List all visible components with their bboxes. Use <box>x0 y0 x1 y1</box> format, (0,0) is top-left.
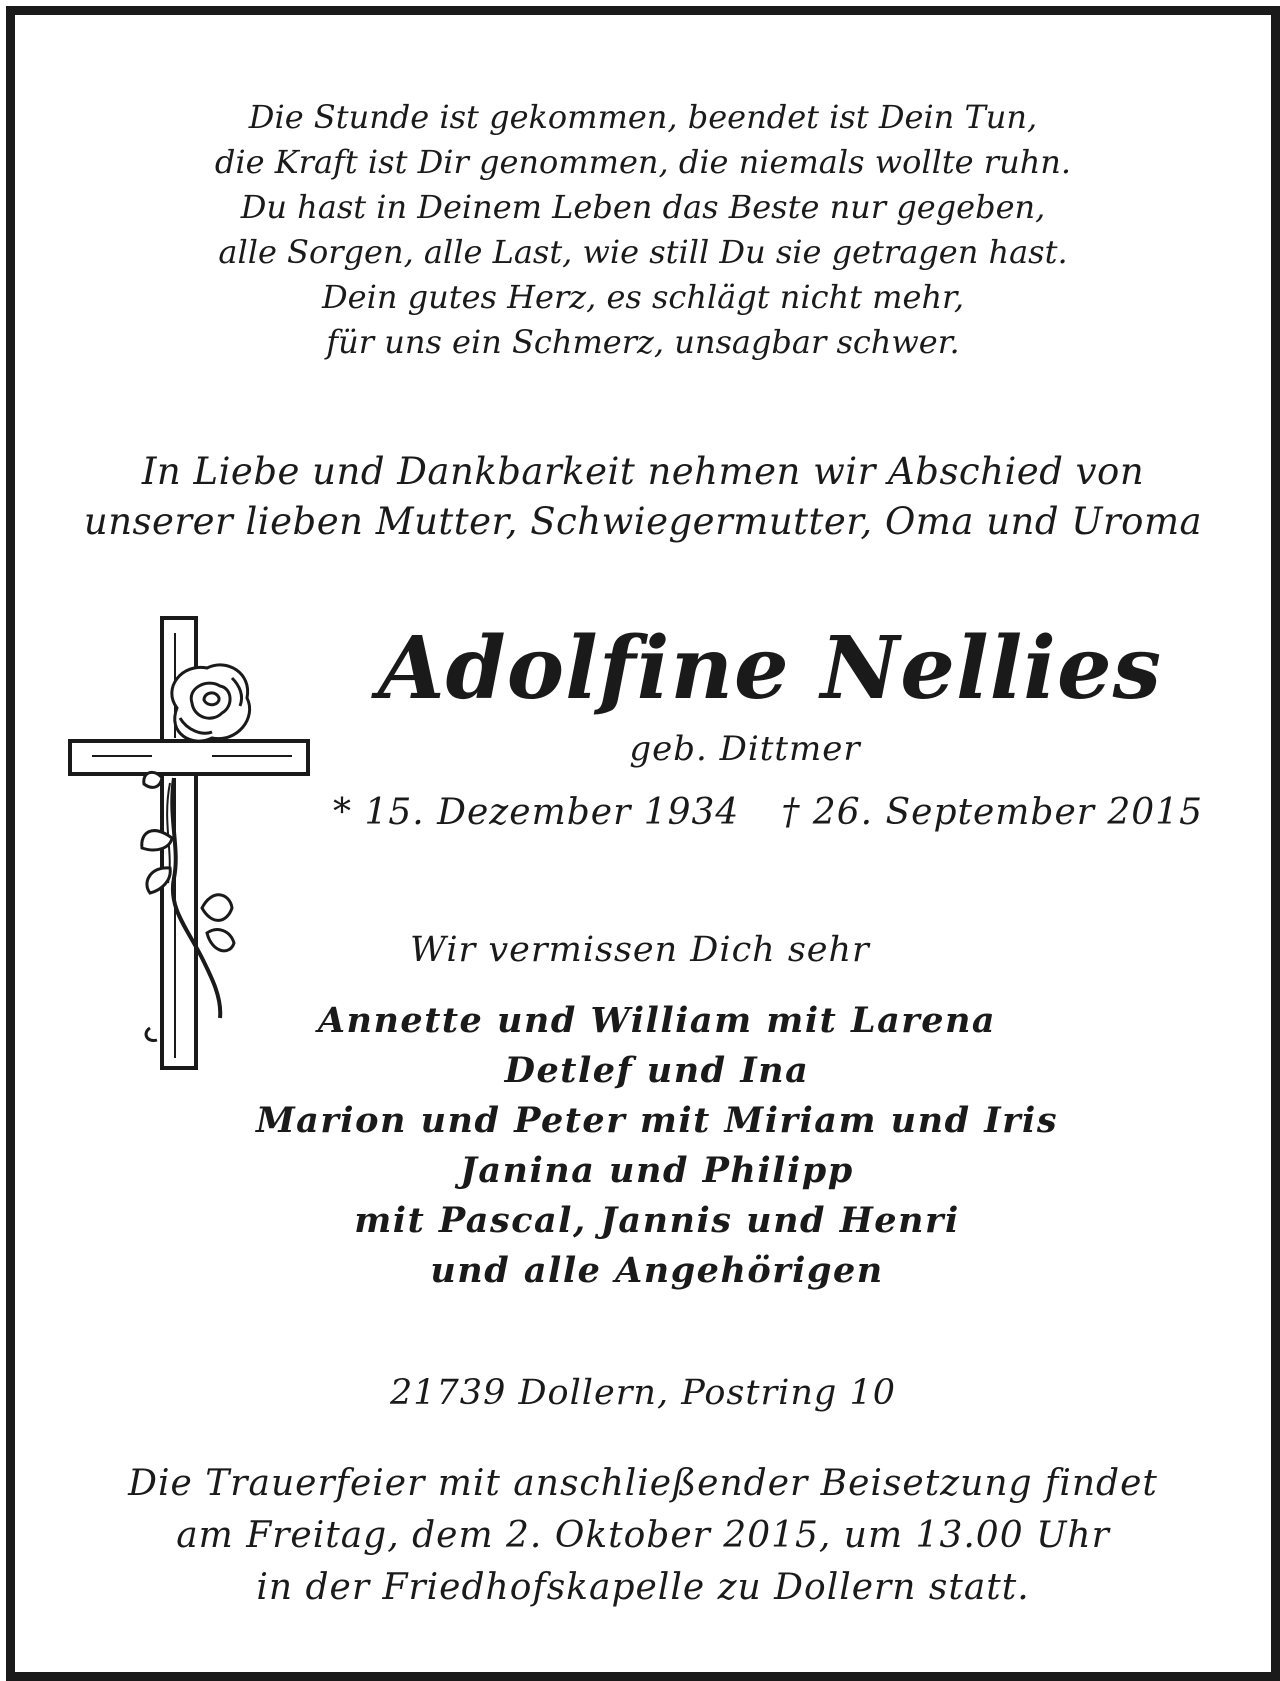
poem-line: Du hast in Deinem Leben das Beste nur gegeben, <box>240 188 1046 226</box>
ceremony-line: in der Friedhofskapelle zu Dollern statt. <box>256 1567 1030 1608</box>
intro-line: In Liebe und Dankbarkeit nehmen wir Abschied von <box>141 450 1145 493</box>
poem-line: für uns ein Schmerz, unsagbar schwer. <box>326 323 960 361</box>
family-member: Janina und Philipp <box>460 1150 854 1191</box>
birth-date: * 15. Dezember 1934 <box>333 792 740 833</box>
family-member: Annette und William mit Larena <box>317 1000 997 1041</box>
deceased-name: Adolfine Nellies <box>377 618 1163 719</box>
family-list <box>15 996 1271 1296</box>
family-member: und alle Angehörigen <box>430 1250 884 1291</box>
ceremony-line: Die Trauerfeier mit anschließender Beisetzung findet <box>128 1463 1158 1504</box>
miss-line: Wir vermissen Dich sehr <box>410 930 870 970</box>
poem-line: Die Stunde ist gekommen, beendet ist Dein Tun, <box>248 98 1038 136</box>
address-text: 21739 Dollern, Postring 10 <box>390 1373 896 1413</box>
death-date: † 26. September 2015 <box>781 792 1204 833</box>
intro-line: unserer lieben Mutter, Schwiegermutter, Oma und Uroma <box>83 500 1203 543</box>
family-member: Detlef und Ina <box>504 1050 810 1091</box>
poem-line: alle Sorgen, alle Last, wie still Du sie getragen hast. <box>218 233 1068 271</box>
poem-line: die Kraft ist Dir genommen, die niemals wollte ruhn. <box>214 143 1072 181</box>
life-dates <box>333 790 1223 836</box>
ceremony-notice <box>15 1458 1271 1614</box>
poem <box>15 95 1271 365</box>
ceremony-line: am Freitag, dem 2. Oktober 2015, um 13.00 Uhr <box>176 1515 1110 1556</box>
maiden-name: geb. Dittmer <box>629 729 861 769</box>
family-member: mit Pascal, Jannis und Henri <box>354 1200 960 1241</box>
obituary-frame <box>6 6 1280 1681</box>
intro-text <box>15 447 1271 547</box>
address <box>15 1370 1271 1416</box>
family-member: Marion und Peter mit Miriam und Iris <box>255 1100 1059 1141</box>
poem-line: Dein gutes Herz, es schlägt nicht mehr, <box>322 278 964 316</box>
